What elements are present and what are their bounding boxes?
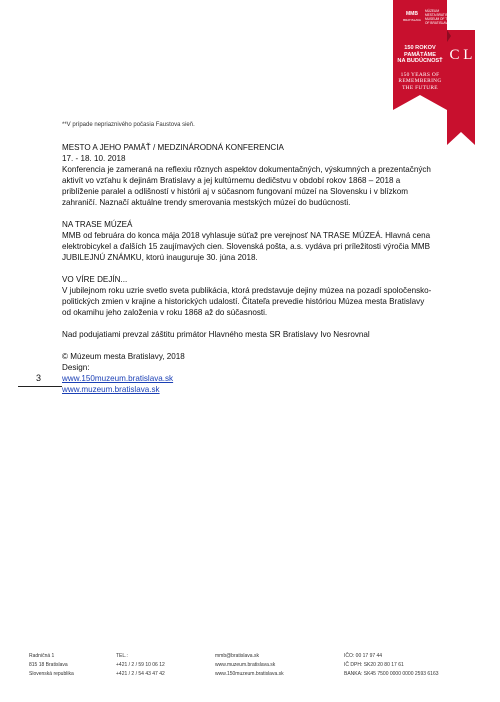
link-150muzeum[interactable]: www.150muzeum.bratislava.sk: [62, 374, 174, 383]
cl-mark: C L: [449, 47, 473, 63]
ribbon-subtitle: 150 YEARS OF REMEMBERING THE FUTURE: [398, 72, 442, 91]
patronage-text: Nad podujatiami prevzal záštitu primátor Hlavného mesta SR Bratislavy Ivo Nesrovnal: [62, 330, 370, 339]
page-number-rule: [18, 386, 62, 387]
footer-address: Radničná 1 815 18 Bratislava Slovenská republika: [29, 653, 74, 677]
copyright-text: © Múzeum mesta Bratislavy, 2018: [62, 352, 185, 361]
main-content: [62, 142, 434, 395]
footnote: **V prípade nepriaznivého počasia Faustova sieň.: [62, 122, 195, 128]
footer-web: mmb@bratislava.sk www.muzeum.bratislava.sk www.150muzeum.bratislava.sk: [215, 653, 284, 677]
logo-text: MÚZEUM MESTA BRATISLAVY MUSEUM OF THE CITY OF BRATISLAVA: [425, 9, 460, 25]
conference-dates: 17. - 18. 10. 2018: [62, 154, 126, 163]
footer-ids: IČO: 00 17 97 44 IČ DPH: SK20 20 80 17 61 BANKA: SK45 7500 0000 0000 2593 6163: [344, 653, 439, 677]
conference-heading: MESTO A JEHO PAMÄŤ / MEDZINÁRODNÁ KONFERENCIA: [62, 143, 284, 152]
museum-trail-heading: NA TRASE MÚZEÁ: [62, 220, 133, 229]
museum-trail-body: MMB od februára do konca mája 2018 vyhlasuje súťaž pre verejnosť NA TRASE MÚZEÁ. Hlavná cena elektrobicykel a ďalších 15 zaujímavých cien. Slovenská pošta, a.s. vydáva pri príležitosti výročia MMB JUBILEJNÚ ZNÁMKU, ktorú inauguruje 30. júna 2018.: [62, 231, 431, 262]
mmb-logo-icon: MMB BRATISLAVA: [403, 11, 421, 22]
whirl-body: V jubilejnom roku uzrie svetlo sveta publikácia, ktorá predstavuje dejiny múzea na pozadí spoločensko-politických zmien v krajine a historických udalostí. Čitateľa prevedie históriou Múzea mesta Bratislavy od okamihu jeho založenia v roku 1868 až do súčasnosti.: [62, 286, 432, 317]
design-label: Design:: [62, 363, 90, 372]
conference-body: Konferencia je zameraná na reflexiu rôznych aspektov dokumentačných, výskumných a prezentačných aktivít vo vzťahu k dejinám Bratislavy a jej kultúrnemu dedičstvu v období rokov 1868 – 2018 a priblíženie paralel a odlišností v histórii aj v súčasnom fungovaní múzeí na Slovensku i v blízkom zahraničí. Naznačí aktuálne trendy smerovania mestských múzeí do budúcnosti.: [62, 165, 431, 207]
link-muzeum[interactable]: www.muzeum.bratislava.sk: [62, 385, 160, 394]
page-number: 3: [36, 373, 42, 383]
ribbon-title: 150 ROKOV PAMÄTÁME NA BUDÚCNOSŤ: [397, 45, 443, 65]
anniversary-ribbon: [391, 0, 479, 145]
footer-phone: TEL.: +421 / 2 / 59 10 06 12 +421 / 2 / 54 43 47 42: [116, 653, 165, 677]
whirl-heading: VO VÍRE DEJÍN...: [62, 275, 128, 284]
